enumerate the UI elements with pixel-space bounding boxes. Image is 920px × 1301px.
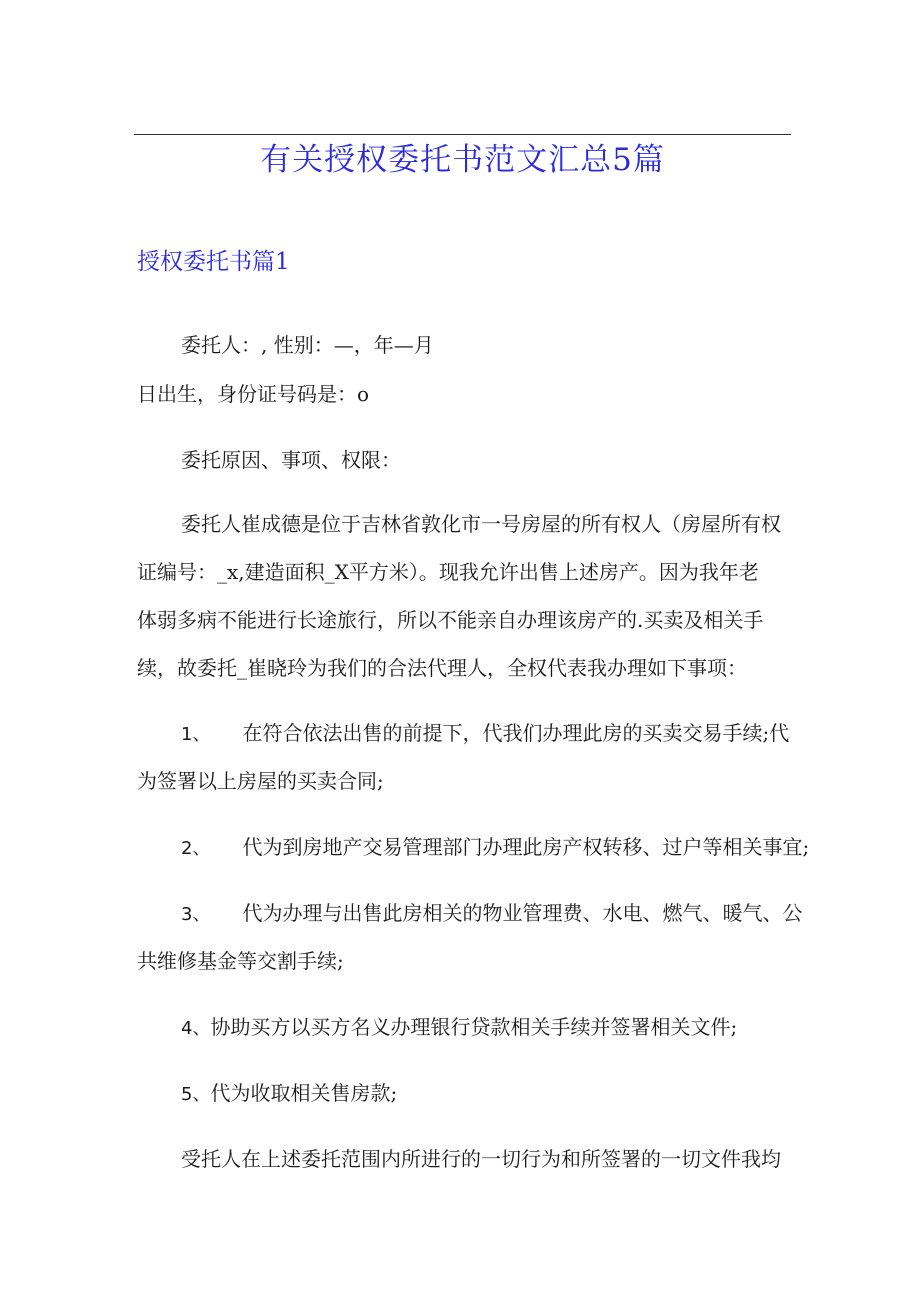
para1-line1: 委托人：, 性别：—，年—月 [181, 333, 434, 357]
document-title: 有关授权委托书范文汇总5篇 [260, 142, 665, 178]
list-item-3 [181, 898, 802, 930]
item-text: 代为到房地产交易管理部门办理此房产权转移、过户等相关事宜; [242, 835, 810, 859]
item-number: 1、 [181, 724, 211, 745]
para1-line2: 日出生，身份证号码是：o [137, 382, 370, 406]
item-number: 2、 [181, 838, 211, 859]
para2-line: 委托原因、事项、权限： [181, 448, 401, 472]
para3-line4: 续，故委托_崔晓玲为我们的合法代理人，全权代表我办理如下事项： [137, 656, 747, 680]
list-item-1-line2: 为签署以上房屋的买卖合同; [137, 769, 384, 793]
para3-line2: 证编号：_x,建造面积_X平方米）。现我允许出售上述房产。因为我年老 [137, 560, 759, 584]
closing-line: 受托人在上述委托范围内所进行的一切行为和所签署的一切文件我均 [181, 1147, 781, 1171]
item-number: 4、 [181, 1018, 211, 1039]
list-item-4 [181, 1012, 737, 1044]
title-rule [134, 134, 791, 135]
list-item-1 [181, 718, 789, 750]
item-text: 代为收取相关售房款; [210, 1081, 398, 1105]
para3-line1: 委托人崔成德是位于吉林省敦化市一号房屋的所有权人（房屋所有权 [181, 512, 781, 536]
list-item-5 [181, 1078, 397, 1110]
item-text: 在符合依法出售的前提下，代我们办理此房的买卖交易手续;代 [242, 721, 790, 745]
list-item-2 [181, 832, 809, 864]
item-text: 代为办理与出售此房相关的物业管理费、水电、燃气、暖气、公 [242, 901, 803, 925]
section-heading: 授权委托书篇1 [137, 249, 290, 275]
list-item-3-line2: 共维修基金等交割手续; [137, 949, 344, 973]
item-text: 协助买方以买方名义办理银行贷款相关手续并签署相关文件; [210, 1015, 738, 1039]
para3-line3: 体弱多病不能进行长途旅行，所以不能亲自办理该房产的.买卖及相关手 [137, 608, 764, 632]
item-number: 3、 [181, 904, 211, 925]
item-number: 5、 [181, 1084, 211, 1105]
